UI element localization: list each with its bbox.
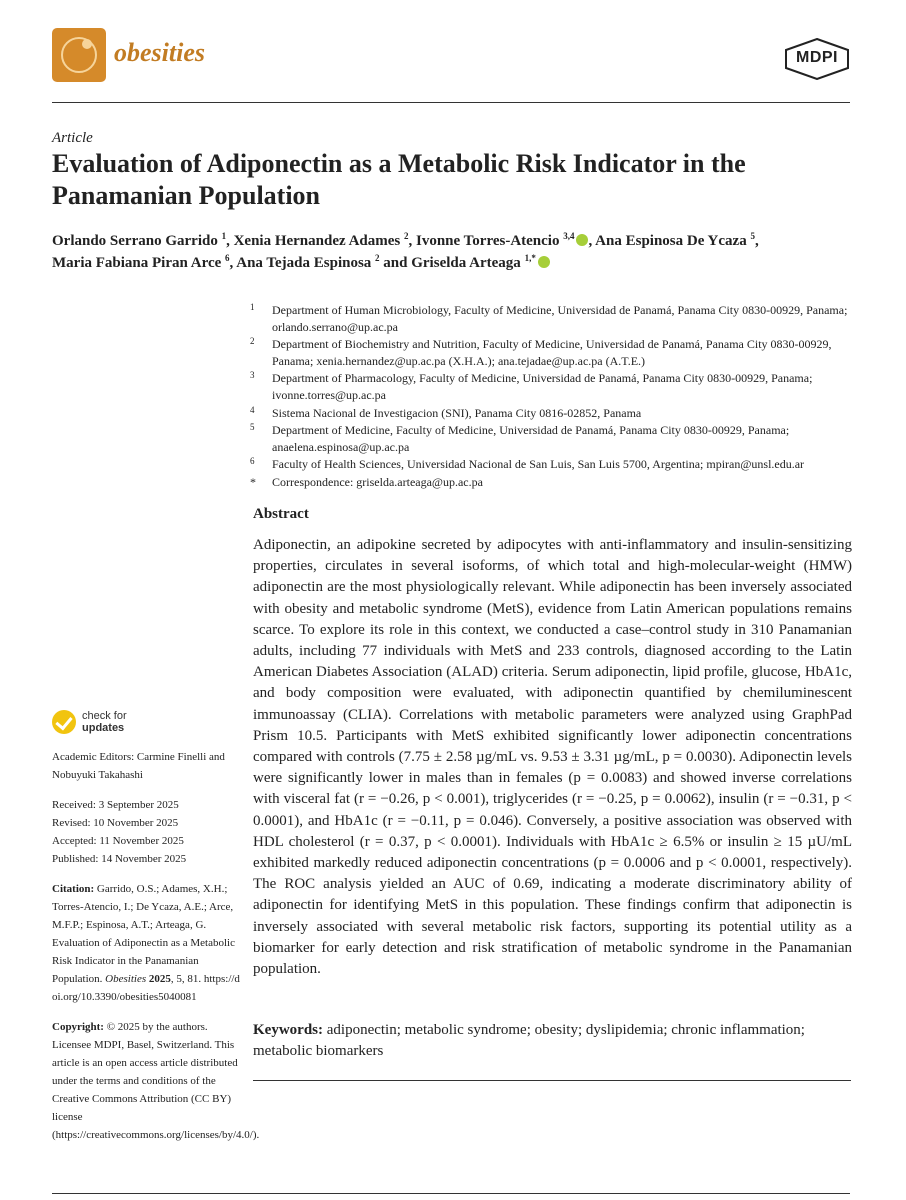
affiliation-number: 4: [250, 404, 255, 415]
affiliation-item: [250, 405, 860, 422]
author-affiliation-number: 5: [750, 231, 755, 241]
published-date: Published: 14 November 2025: [52, 853, 187, 865]
abstract-heading: Abstract: [253, 506, 309, 522]
author-list: [52, 230, 852, 274]
affiliation-number: 5: [250, 422, 255, 433]
author-affiliation-number: 2: [375, 253, 380, 263]
affiliation-text: Department of Medicine, Faculty of Medicine, Universidad de Panamá, Panama City 0830-00929, Panama; anaelena.espinosa@up.ac.pa: [272, 423, 790, 454]
affiliation-number: *: [250, 474, 256, 489]
affiliation-item: [250, 422, 860, 455]
author-separator: ,: [754, 233, 759, 249]
dates: [52, 796, 242, 868]
author-separator: ,: [229, 255, 237, 271]
article-title: Evaluation of Adiponectin as a Metabolic Risk Indicator in the Panamanian Population: [52, 149, 746, 210]
affiliation-item: [250, 302, 860, 335]
author-separator: ,: [408, 233, 416, 249]
affiliation-number: 2: [250, 336, 255, 347]
affiliation-item: [250, 456, 860, 473]
mdpi-logo: [784, 38, 850, 80]
author-name: Ana Tejada Espinosa: [236, 255, 376, 271]
author-name: Maria Fabiana Piran Arce: [52, 255, 226, 271]
citation-journal: Obesities: [105, 973, 147, 985]
author-affiliation-number: 6: [225, 253, 230, 263]
affiliation-number: 1: [250, 302, 255, 312]
author-affiliation-number: 1: [221, 231, 227, 241]
check-for-label: check for: [82, 710, 127, 722]
author-name: Orlando Serrano Garrido: [52, 233, 222, 249]
revised-date: Revised: 10 November 2025: [52, 817, 179, 829]
keywords-text: adiponectin; metabolic syndrome; obesity; dyslipidemia; chronic inflammation; metabolic biomarkers: [253, 1022, 805, 1059]
author-name: Xenia Hernandez Adames: [233, 233, 404, 249]
author-line-1: [52, 230, 852, 252]
orcid-icon[interactable]: [538, 256, 550, 268]
citation-volume: , 5, 81.: [170, 973, 202, 985]
author-separator: and: [379, 255, 412, 271]
copyright-text: © 2025 by the authors. Licensee MDPI, Basel, Switzerland. This article is an open access article distributed under the terms and conditions of the Creative Commons Attribution (CC BY) license (https://creativecommons.org/licenses/by/4.0/).: [52, 1021, 260, 1141]
sidebar: [52, 710, 260, 1156]
affiliation-text: Department of Pharmacology, Faculty of Medicine, Universidad de Panamá, Panama City 0830-00929, Panama; ivonne.torres@up.ac.pa: [272, 371, 813, 402]
keywords-label: Keywords:: [253, 1022, 323, 1038]
citation-text: Garrido, O.S.; Adames, X.H.; Torres-Atencio, I.; De Ycaza, A.E.; Arce, M.F.P.; Espinosa, A.T.; Arteaga, G. Evaluation of Adiponectin as a Metabolic Risk Indicator in the Panamanian Population.: [52, 883, 235, 985]
publisher-name: MDPI: [796, 49, 838, 66]
keywords: [253, 1020, 852, 1062]
orcid-icon[interactable]: [576, 234, 588, 246]
journal-name: obesities: [114, 38, 205, 67]
academic-editors: Academic Editors: Carmine Finelli and Nobuyuki Takahashi: [52, 751, 225, 781]
received-date: Received: 3 September 2025: [52, 799, 179, 811]
affiliation-number: 3: [250, 370, 255, 381]
copyright-label: Copyright:: [52, 1021, 104, 1033]
author-name: Ivonne Torres-Atencio: [416, 233, 564, 249]
checkmark-icon: [52, 710, 76, 734]
accepted-date: Accepted: 11 November 2025: [52, 835, 184, 847]
author-name: Griselda Arteaga: [411, 255, 525, 271]
author-name: Ana Espinosa De Ycaza: [595, 233, 751, 249]
citation: [52, 880, 242, 1006]
author-separator: ,: [226, 233, 234, 249]
affiliations: [250, 302, 860, 492]
affiliation-item: [250, 336, 860, 369]
article-type: Article: [52, 130, 93, 146]
updates-label: updates: [82, 722, 125, 734]
footer-divider: [52, 1193, 850, 1194]
citation-doi-link[interactable]: https://doi.org/10.3390/obesities5040081: [52, 973, 240, 1003]
citation-label: Citation:: [52, 883, 95, 895]
citation-year: 2025: [148, 973, 171, 985]
affiliation-item: [250, 474, 860, 491]
header-divider: [52, 102, 850, 103]
affiliation-text: Department of Biochemistry and Nutrition, Faculty of Medicine, Universidad de Panamá, Panama City 0830-00929, Panama; xenia.hernandez@up.ac.pa (X.H.A.); ana.tejadae@up.ac.pa (A.T.E.): [272, 337, 832, 368]
author-separator: ,: [588, 233, 596, 249]
affiliation-item: [250, 370, 860, 403]
affiliation-text: Faculty of Health Sciences, Universidad Nacional de San Luis, San Luis 5700, Argentina; mpiran@unsl.edu.ar: [272, 457, 805, 472]
author-line-2: [52, 252, 852, 274]
author-affiliation-number: 2: [404, 231, 409, 241]
abstract-text: Adiponectin, an adipokine secreted by adipocytes with anti-inflammatory and insulin-sensitizing properties, circulates in several isoforms, of which total and high-molecular-weight (HMW) adiponectin are the most physiologically relevant. While adiponectin has been inversely associated with obesity and metabolic syndrome (MetS), evidence from Latin American populations remains scarce. To explore its role in this context, we conducted a case–control study in 310 Panamanian adults, including 77 individuals with MetS and 233 controls, diagnosed according to the Latin American Diabetes Association (ALAD) criteria. Serum adiponectin, lipid profile, glucose, HbA1c, and body composition were evaluated, with adiponectin quantified by chemiluminescent immunoassay (CLIA). Correlations with metabolic parameters were analyzed using GraphPad Prism 10.5. Participants with MetS exhibited significantly lower adiponectin concentrations compared with controls (7.75 ± 2.58 µg/mL vs. 9.53 ± 3.31 µg/mL, p = 0.0030). Adiponectin levels were significantly lower in males than in females (p = 0.0083) and showed inverse correlations with visceral fat (r = −0.26, p < 0.001), triglycerides (r = −0.25, p = 0.0062), insulin (r = −0.31, p < 0.0001), and HbA1c (r = −0.11, p = 0.046). Conversely, a positive association was observed with HDL cholesterol (r = 0.37, p < 0.0001). Individuals with HbA1c ≥ 6.5% or insulin ≥ 15 µU/mL exhibited markedly reduced adiponectin concentrations (p = 0.0006 and p < 0.0001, respectively). The ROC analysis yielded an AUC of 0.69, indicating a moderate discriminatory ability of adiponectin for identifying MetS in this population. These findings confirm that adiponectin is inversely associated with several metabolic risk factors, supporting its potential utility as a biomarker for early detection and risk stratification of metabolic syndrome in the Panamanian population.: [253, 537, 852, 978]
affiliation-text: Department of Human Microbiology, Faculty of Medicine, Universidad de Panamá, Panama City 0830-00929, Panama; orlando.serrano@up.ac.pa: [272, 303, 848, 334]
copyright: [52, 1018, 260, 1144]
author-affiliation-number: 3,4: [563, 231, 575, 241]
check-for-updates-button[interactable]: [52, 710, 242, 740]
journal-header: [52, 28, 850, 90]
affiliation-text: Correspondence: griselda.arteaga@up.ac.pa: [272, 474, 483, 489]
author-affiliation-number: 1,*: [524, 253, 536, 263]
journal-logo-icon: [52, 28, 106, 82]
affiliation-text: Sistema Nacional de Investigacion (SNI), Panama City 0816-02852, Panama: [272, 405, 642, 420]
affiliation-number: 6: [250, 456, 255, 467]
keywords-divider: [253, 1080, 851, 1081]
